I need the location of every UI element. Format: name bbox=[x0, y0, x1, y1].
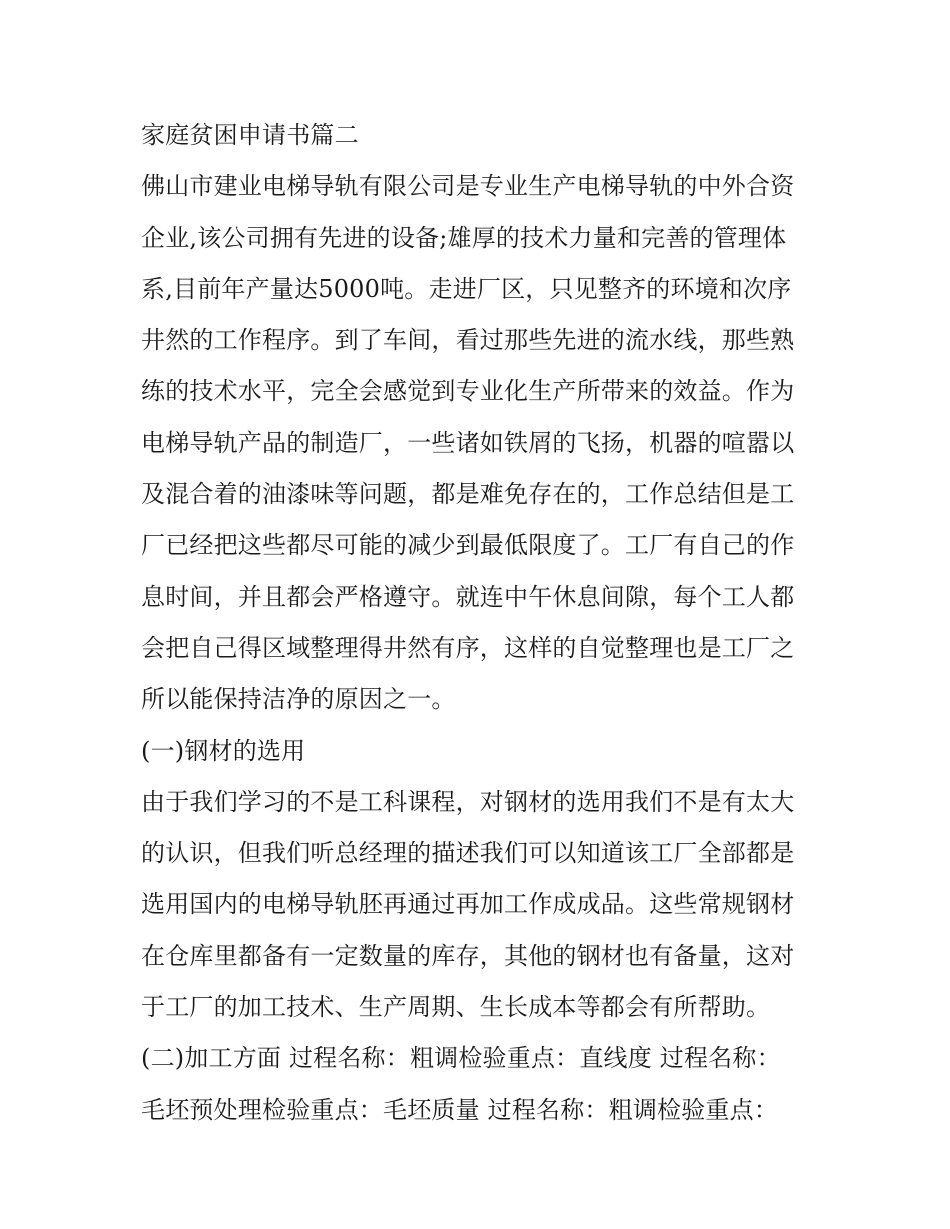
text-line: 练的技术水平，完全会感觉到专业化生产所带来的效益。作为 bbox=[141, 377, 795, 406]
text-line: 电梯导轨产品的制造厂，一些诸如铁屑的飞扬，机器的喧嚣以 bbox=[141, 428, 795, 457]
text-line: 于工厂的加工技术、生产周期、生长成本等都会有所帮助。 bbox=[141, 993, 771, 1022]
section-heading: (一)钢材的选用 bbox=[141, 736, 306, 765]
text-line: 系,目前年产量达5000吨。走进厂区，只见整齐的环境和次序 bbox=[141, 274, 792, 303]
text-line: 及混合着的油漆味等问题，都是难免存在的，工作总结但是工 bbox=[141, 480, 795, 509]
text-line: (二)加工方面 过程名称：粗调检验重点：直线度 过程名称： bbox=[141, 1044, 781, 1073]
text-line: 毛坯预处理检验重点：毛坯质量 过程名称：粗调检验重点： bbox=[141, 1095, 779, 1124]
text-line: 厂已经把这些都尽可能的减少到最低限度了。工厂有自己的作 bbox=[141, 531, 795, 560]
text-line: 的认识，但我们听总经理的描述我们可以知道该工厂全部都是 bbox=[141, 839, 795, 868]
text-line: 企业,该公司拥有先进的设备;雄厚的技术力量和完善的管理体 bbox=[141, 223, 787, 252]
text-line: 所以能保持洁净的原因之一。 bbox=[141, 685, 456, 714]
text-line: 息时间，并且都会严格遵守。就连中午休息间隙，每个工人都 bbox=[141, 582, 795, 611]
text-line: 佛山市建业电梯导轨有限公司是专业生产电梯导轨的中外合资 bbox=[141, 172, 795, 201]
text-line: 选用国内的电梯导轨胚再通过再加工作成成品。这些常规钢材 bbox=[141, 890, 795, 919]
text-line: 由于我们学习的不是工科课程，对钢材的选用我们不是有太大 bbox=[141, 787, 795, 816]
text-line: 会把自己得区域整理得井然有序，这样的自觉整理也是工厂之 bbox=[141, 633, 795, 662]
document-body bbox=[141, 110, 813, 1136]
text-line: 井然的工作程序。到了车间，看过那些先进的流水线，那些熟 bbox=[141, 326, 795, 355]
document-title: 家庭贫困申请书篇二 bbox=[141, 121, 359, 149]
text-line: 在仓库里都备有一定数量的库存，其他的钢材也有备量，这对 bbox=[141, 941, 795, 970]
